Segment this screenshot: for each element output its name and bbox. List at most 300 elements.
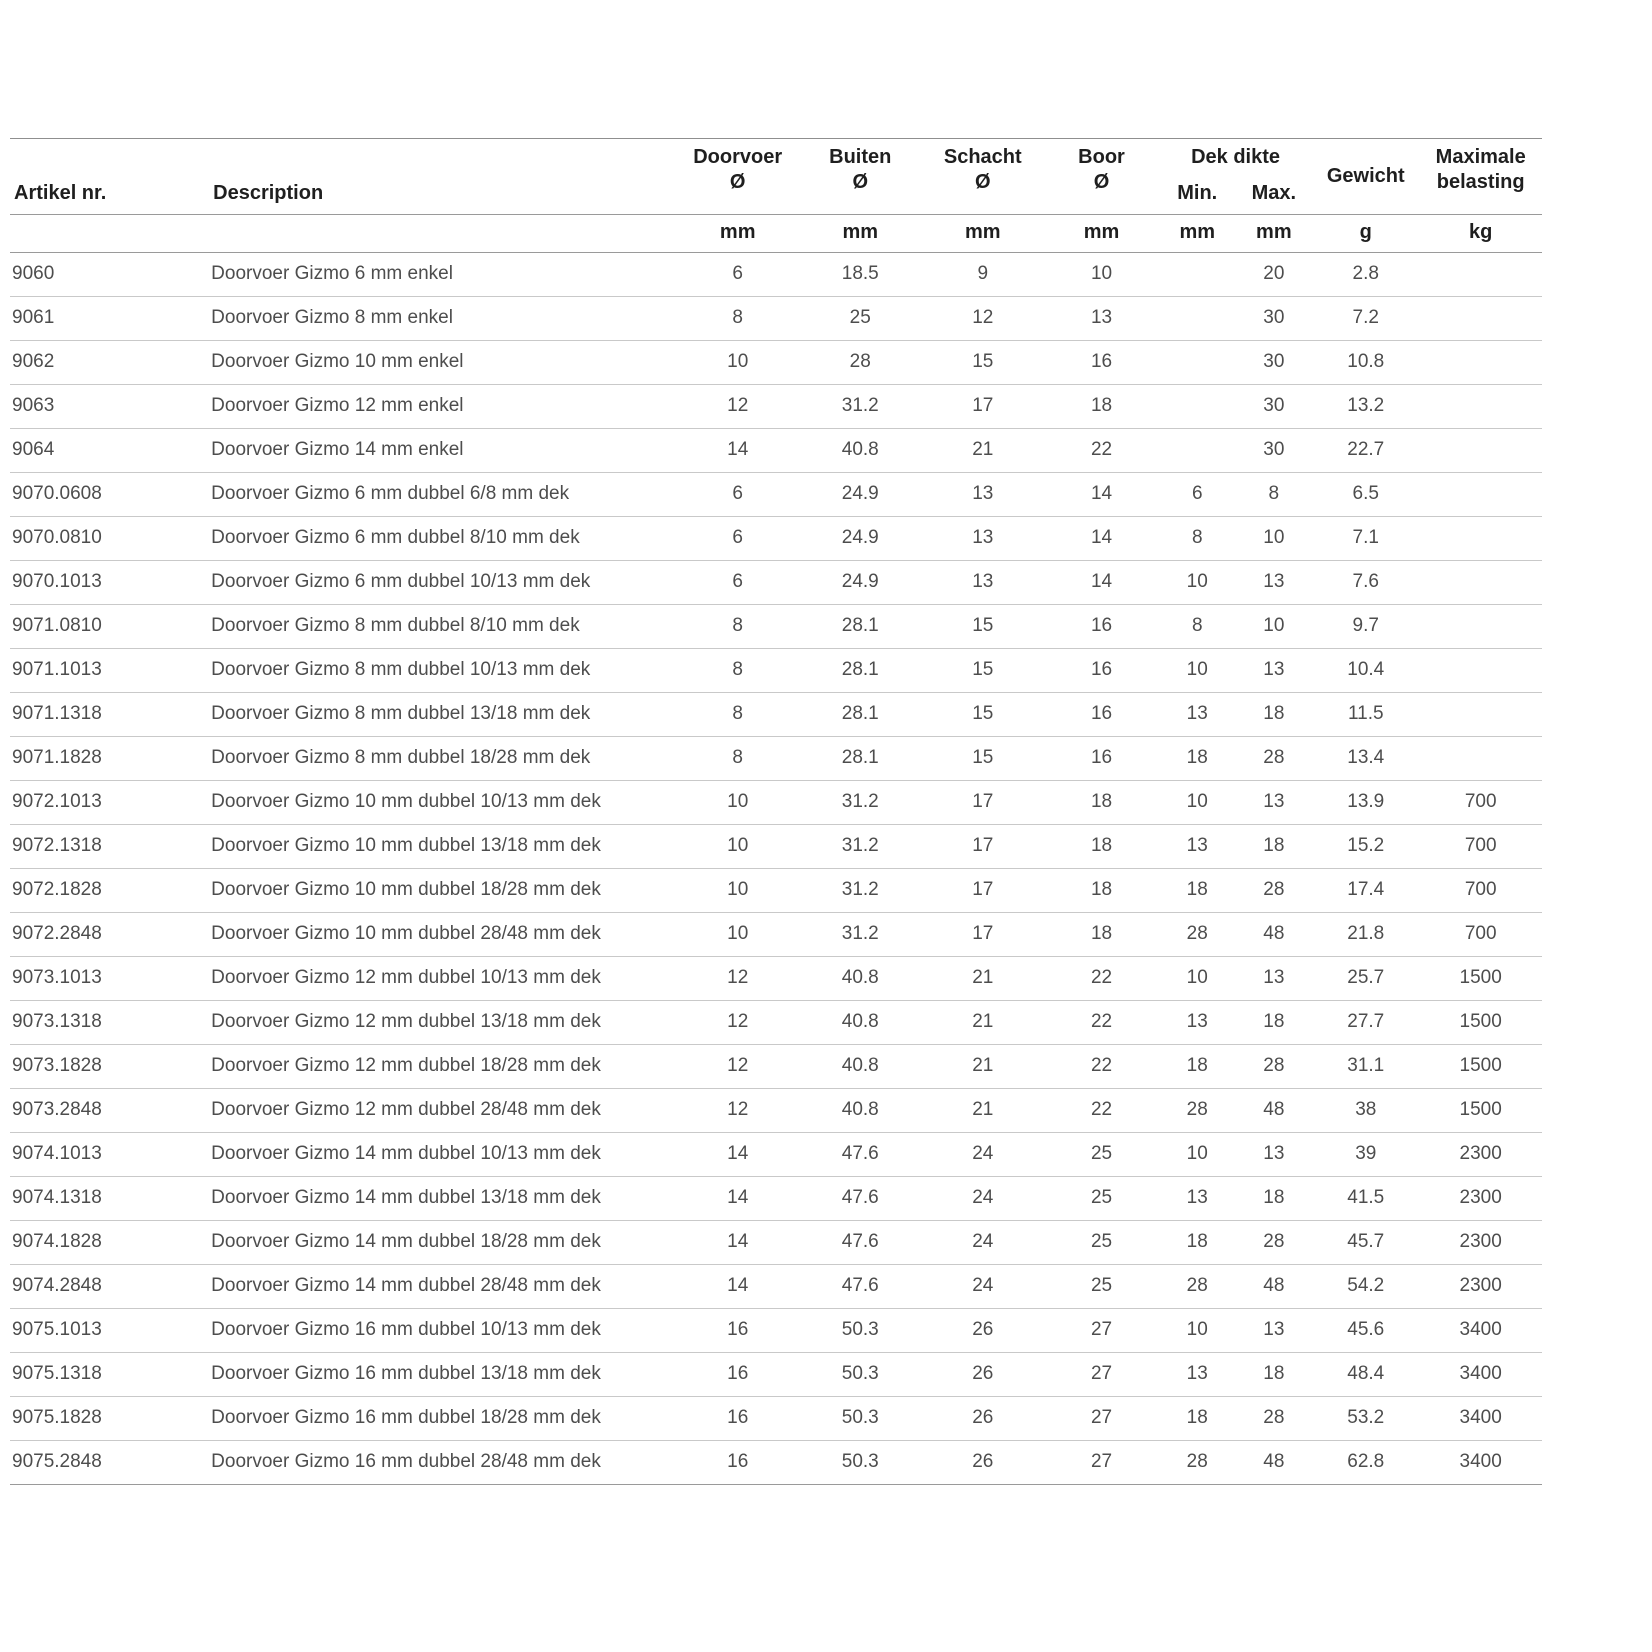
cell-buiten: 40.8: [799, 429, 922, 473]
cell-dek-max: 28: [1236, 737, 1313, 781]
cell-schacht: 17: [922, 781, 1045, 825]
cell-schacht: 24: [922, 1221, 1045, 1265]
cell-artikel: 9070.1013: [10, 561, 209, 605]
cell-doorvoer: 10: [676, 825, 799, 869]
cell-gewicht: 45.7: [1312, 1221, 1419, 1265]
cell-dek-max: 13: [1236, 781, 1313, 825]
table-row: [10, 1265, 1542, 1309]
cell-artikel: 9071.0810: [10, 605, 209, 649]
cell-dek-min: 10: [1159, 781, 1236, 825]
cell-max-belasting: 3400: [1419, 1309, 1542, 1353]
cell-dek-max: 18: [1236, 1177, 1313, 1221]
cell-schacht: 13: [922, 561, 1045, 605]
cell-artikel: 9070.0810: [10, 517, 209, 561]
cell-description: Doorvoer Gizmo 14 mm dubbel 13/18 mm dek: [209, 1177, 676, 1221]
unit-boor: mm: [1044, 215, 1159, 253]
cell-doorvoer: 8: [676, 737, 799, 781]
unit-buiten: mm: [799, 215, 922, 253]
cell-dek-min: 8: [1159, 517, 1236, 561]
cell-schacht: 13: [922, 473, 1045, 517]
table-row: [10, 1133, 1542, 1177]
unit-schacht: mm: [922, 215, 1045, 253]
cell-boor: 13: [1044, 297, 1159, 341]
cell-buiten: 40.8: [799, 1001, 922, 1045]
cell-gewicht: 45.6: [1312, 1309, 1419, 1353]
cell-doorvoer: 12: [676, 1001, 799, 1045]
cell-max-belasting: 2300: [1419, 1221, 1542, 1265]
cell-doorvoer: 6: [676, 517, 799, 561]
cell-description: Doorvoer Gizmo 16 mm dubbel 18/28 mm dek: [209, 1397, 676, 1441]
cell-gewicht: 10.4: [1312, 649, 1419, 693]
cell-schacht: 21: [922, 429, 1045, 473]
cell-doorvoer: 6: [676, 253, 799, 297]
cell-max-belasting: 1500: [1419, 957, 1542, 1001]
cell-artikel: 9075.1828: [10, 1397, 209, 1441]
cell-dek-min: 18: [1159, 1221, 1236, 1265]
cell-doorvoer: 6: [676, 561, 799, 605]
cell-gewicht: 13.2: [1312, 385, 1419, 429]
cell-gewicht: 39: [1312, 1133, 1419, 1177]
cell-doorvoer: 8: [676, 297, 799, 341]
table-row: [10, 693, 1542, 737]
col-header-gewicht: [1312, 139, 1419, 215]
cell-dek-max: 48: [1236, 913, 1313, 957]
table-row: [10, 649, 1542, 693]
cell-dek-min: 6: [1159, 473, 1236, 517]
cell-schacht: 12: [922, 297, 1045, 341]
cell-max-belasting: [1419, 341, 1542, 385]
cell-artikel: 9072.2848: [10, 913, 209, 957]
cell-schacht: 17: [922, 869, 1045, 913]
cell-buiten: 28: [799, 341, 922, 385]
cell-artikel: 9071.1828: [10, 737, 209, 781]
cell-schacht: 24: [922, 1177, 1045, 1221]
cell-artikel: 9071.1318: [10, 693, 209, 737]
cell-max-belasting: 2300: [1419, 1265, 1542, 1309]
table-row: [10, 1045, 1542, 1089]
cell-artikel: 9062: [10, 341, 209, 385]
cell-buiten: 50.3: [799, 1309, 922, 1353]
cell-artikel: 9072.1013: [10, 781, 209, 825]
cell-artikel: 9072.1318: [10, 825, 209, 869]
cell-boor: 18: [1044, 869, 1159, 913]
cell-gewicht: 7.1: [1312, 517, 1419, 561]
cell-description: Doorvoer Gizmo 14 mm dubbel 28/48 mm dek: [209, 1265, 676, 1309]
table-row: [10, 1089, 1542, 1133]
cell-artikel: 9064: [10, 429, 209, 473]
cell-gewicht: 38: [1312, 1089, 1419, 1133]
cell-doorvoer: 10: [676, 341, 799, 385]
col-header-artikel: [10, 139, 209, 215]
cell-buiten: 40.8: [799, 1089, 922, 1133]
cell-boor: 22: [1044, 1001, 1159, 1045]
header-units-row: [10, 215, 1542, 253]
cell-dek-max: 48: [1236, 1265, 1313, 1309]
cell-boor: 22: [1044, 1089, 1159, 1133]
cell-dek-min: 10: [1159, 957, 1236, 1001]
cell-doorvoer: 10: [676, 913, 799, 957]
cell-doorvoer: 12: [676, 1089, 799, 1133]
cell-description: Doorvoer Gizmo 10 mm dubbel 28/48 mm dek: [209, 913, 676, 957]
cell-gewicht: 15.2: [1312, 825, 1419, 869]
cell-boor: 10: [1044, 253, 1159, 297]
cell-max-belasting: 1500: [1419, 1089, 1542, 1133]
cell-dek-min: 18: [1159, 737, 1236, 781]
cell-max-belasting: [1419, 561, 1542, 605]
table-row: [10, 385, 1542, 429]
cell-doorvoer: 12: [676, 1045, 799, 1089]
cell-buiten: 47.6: [799, 1177, 922, 1221]
unit-dek-min: mm: [1159, 215, 1236, 253]
cell-gewicht: 53.2: [1312, 1397, 1419, 1441]
cell-artikel: 9072.1828: [10, 869, 209, 913]
cell-doorvoer: 8: [676, 649, 799, 693]
cell-dek-min: [1159, 429, 1236, 473]
cell-description: Doorvoer Gizmo 10 mm dubbel 18/28 mm dek: [209, 869, 676, 913]
cell-dek-min: 13: [1159, 1353, 1236, 1397]
cell-dek-min: 18: [1159, 869, 1236, 913]
cell-boor: 16: [1044, 649, 1159, 693]
cell-schacht: 26: [922, 1441, 1045, 1485]
cell-boor: 14: [1044, 473, 1159, 517]
cell-dek-max: 30: [1236, 385, 1313, 429]
cell-description: Doorvoer Gizmo 14 mm dubbel 18/28 mm dek: [209, 1221, 676, 1265]
cell-schacht: 15: [922, 693, 1045, 737]
cell-gewicht: 41.5: [1312, 1177, 1419, 1221]
cell-buiten: 50.3: [799, 1397, 922, 1441]
cell-schacht: 26: [922, 1397, 1045, 1441]
unit-description-blank: [209, 215, 676, 253]
boor-diameter-symbol: Ø: [1093, 171, 1110, 193]
cell-gewicht: 21.8: [1312, 913, 1419, 957]
cell-max-belasting: 3400: [1419, 1397, 1542, 1441]
cell-boor: 16: [1044, 737, 1159, 781]
cell-boor: 22: [1044, 957, 1159, 1001]
cell-boor: 14: [1044, 561, 1159, 605]
cell-gewicht: 13.4: [1312, 737, 1419, 781]
cell-schacht: 26: [922, 1353, 1045, 1397]
cell-doorvoer: 6: [676, 473, 799, 517]
cell-buiten: 28.1: [799, 605, 922, 649]
cell-dek-min: 13: [1159, 693, 1236, 737]
cell-max-belasting: [1419, 297, 1542, 341]
cell-buiten: 24.9: [799, 561, 922, 605]
unit-max-belasting: kg: [1419, 215, 1542, 253]
cell-max-belasting: 3400: [1419, 1441, 1542, 1485]
cell-dek-max: 28: [1236, 1397, 1313, 1441]
cell-dek-min: [1159, 253, 1236, 297]
cell-dek-min: [1159, 341, 1236, 385]
col-header-description-label: Description: [213, 182, 324, 204]
unit-doorvoer: mm: [676, 215, 799, 253]
cell-buiten: 47.6: [799, 1133, 922, 1177]
cell-dek-max: 13: [1236, 561, 1313, 605]
cell-description: Doorvoer Gizmo 12 mm dubbel 13/18 mm dek: [209, 1001, 676, 1045]
cell-description: Doorvoer Gizmo 6 mm dubbel 10/13 mm dek: [209, 561, 676, 605]
table-row: [10, 1353, 1542, 1397]
cell-max-belasting: [1419, 473, 1542, 517]
cell-max-belasting: [1419, 605, 1542, 649]
cell-dek-max: 20: [1236, 253, 1313, 297]
cell-boor: 18: [1044, 385, 1159, 429]
cell-schacht: 26: [922, 1309, 1045, 1353]
cell-schacht: 15: [922, 737, 1045, 781]
cell-buiten: 28.1: [799, 693, 922, 737]
cell-dek-max: 13: [1236, 649, 1313, 693]
cell-buiten: 31.2: [799, 781, 922, 825]
col-header-dek-max: [1236, 181, 1313, 215]
cell-buiten: 40.8: [799, 1045, 922, 1089]
cell-dek-max: 48: [1236, 1441, 1313, 1485]
cell-buiten: 28.1: [799, 649, 922, 693]
cell-description: Doorvoer Gizmo 14 mm enkel: [209, 429, 676, 473]
cell-dek-max: 48: [1236, 1089, 1313, 1133]
cell-schacht: 17: [922, 385, 1045, 429]
cell-buiten: 31.2: [799, 825, 922, 869]
col-header-artikel-label: Artikel nr.: [14, 182, 107, 204]
cell-buiten: 31.2: [799, 869, 922, 913]
cell-artikel: 9070.0608: [10, 473, 209, 517]
max-belasting-title-line1: Maximale: [1435, 146, 1526, 168]
cell-artikel: 9073.1013: [10, 957, 209, 1001]
cell-boor: 14: [1044, 517, 1159, 561]
cell-buiten: 31.2: [799, 913, 922, 957]
cell-buiten: 40.8: [799, 957, 922, 1001]
cell-doorvoer: 14: [676, 1265, 799, 1309]
schacht-diameter-symbol: Ø: [975, 171, 991, 193]
cell-max-belasting: [1419, 693, 1542, 737]
cell-artikel: 9074.1828: [10, 1221, 209, 1265]
buiten-diameter-symbol: Ø: [852, 171, 869, 193]
cell-gewicht: 25.7: [1312, 957, 1419, 1001]
doorvoer-diameter-symbol: Ø: [729, 171, 746, 193]
table-row: [10, 1177, 1542, 1221]
cell-schacht: 13: [922, 517, 1045, 561]
cell-dek-min: 13: [1159, 1001, 1236, 1045]
col-header-buiten: [799, 139, 922, 215]
cell-artikel: 9073.1828: [10, 1045, 209, 1089]
cell-dek-max: 13: [1236, 1309, 1313, 1353]
cell-boor: 27: [1044, 1397, 1159, 1441]
cell-gewicht: 27.7: [1312, 1001, 1419, 1045]
cell-boor: 18: [1044, 825, 1159, 869]
cell-dek-min: [1159, 297, 1236, 341]
buiten-title: Buiten: [829, 146, 892, 168]
cell-dek-min: 18: [1159, 1397, 1236, 1441]
col-header-doorvoer: [676, 139, 799, 215]
cell-dek-max: 8: [1236, 473, 1313, 517]
cell-gewicht: 9.7: [1312, 605, 1419, 649]
cell-boor: 25: [1044, 1177, 1159, 1221]
cell-description: Doorvoer Gizmo 8 mm dubbel 8/10 mm dek: [209, 605, 676, 649]
cell-schacht: 21: [922, 1089, 1045, 1133]
col-header-dekdikte: [1159, 139, 1312, 181]
cell-max-belasting: [1419, 737, 1542, 781]
cell-dek-min: 13: [1159, 825, 1236, 869]
cell-dek-max: 18: [1236, 1353, 1313, 1397]
cell-boor: 27: [1044, 1353, 1159, 1397]
cell-gewicht: 62.8: [1312, 1441, 1419, 1485]
cell-max-belasting: 3400: [1419, 1353, 1542, 1397]
table-row: [10, 737, 1542, 781]
cell-doorvoer: 14: [676, 429, 799, 473]
cell-doorvoer: 16: [676, 1309, 799, 1353]
cell-doorvoer: 14: [676, 1221, 799, 1265]
table-row: [10, 957, 1542, 1001]
cell-dek-max: 30: [1236, 297, 1313, 341]
unit-gewicht: g: [1312, 215, 1419, 253]
table-row: [10, 473, 1542, 517]
cell-schacht: 17: [922, 913, 1045, 957]
cell-dek-max: 13: [1236, 957, 1313, 1001]
cell-buiten: 50.3: [799, 1441, 922, 1485]
cell-max-belasting: [1419, 253, 1542, 297]
cell-description: Doorvoer Gizmo 12 mm dubbel 10/13 mm dek: [209, 957, 676, 1001]
cell-boor: 16: [1044, 341, 1159, 385]
cell-description: Doorvoer Gizmo 10 mm enkel: [209, 341, 676, 385]
cell-description: Doorvoer Gizmo 6 mm dubbel 6/8 mm dek: [209, 473, 676, 517]
cell-artikel: 9060: [10, 253, 209, 297]
col-header-schacht: [922, 139, 1045, 215]
cell-dek-min: 13: [1159, 1177, 1236, 1221]
table-row: [10, 1441, 1542, 1485]
cell-doorvoer: 8: [676, 605, 799, 649]
cell-dek-min: [1159, 385, 1236, 429]
cell-boor: 27: [1044, 1441, 1159, 1485]
cell-max-belasting: 1500: [1419, 1001, 1542, 1045]
table-row: [10, 913, 1542, 957]
cell-buiten: 24.9: [799, 473, 922, 517]
cell-boor: 25: [1044, 1133, 1159, 1177]
cell-boor: 16: [1044, 605, 1159, 649]
cell-doorvoer: 14: [676, 1133, 799, 1177]
dek-min-label: Min.: [1177, 181, 1218, 204]
cell-dek-min: 10: [1159, 561, 1236, 605]
cell-schacht: 17: [922, 825, 1045, 869]
cell-gewicht: 22.7: [1312, 429, 1419, 473]
cell-max-belasting: 2300: [1419, 1177, 1542, 1221]
table-row: [10, 341, 1542, 385]
table-header: [10, 139, 1542, 253]
cell-dek-max: 13: [1236, 1133, 1313, 1177]
cell-gewicht: 54.2: [1312, 1265, 1419, 1309]
table-row: [10, 253, 1542, 297]
header-title-row: [10, 139, 1542, 181]
cell-doorvoer: 16: [676, 1397, 799, 1441]
cell-doorvoer: 14: [676, 1177, 799, 1221]
cell-max-belasting: 2300: [1419, 1133, 1542, 1177]
cell-description: Doorvoer Gizmo 10 mm dubbel 10/13 mm dek: [209, 781, 676, 825]
cell-boor: 18: [1044, 781, 1159, 825]
cell-dek-max: 10: [1236, 605, 1313, 649]
cell-max-belasting: [1419, 517, 1542, 561]
cell-boor: 25: [1044, 1265, 1159, 1309]
cell-gewicht: 11.5: [1312, 693, 1419, 737]
cell-max-belasting: 1500: [1419, 1045, 1542, 1089]
cell-doorvoer: 12: [676, 957, 799, 1001]
cell-schacht: 21: [922, 957, 1045, 1001]
table-row: [10, 1397, 1542, 1441]
cell-max-belasting: 700: [1419, 913, 1542, 957]
cell-doorvoer: 16: [676, 1353, 799, 1397]
cell-dek-min: 28: [1159, 1441, 1236, 1485]
cell-dek-min: 10: [1159, 1133, 1236, 1177]
cell-schacht: 15: [922, 649, 1045, 693]
cell-dek-max: 28: [1236, 869, 1313, 913]
cell-max-belasting: 700: [1419, 825, 1542, 869]
cell-buiten: 31.2: [799, 385, 922, 429]
cell-schacht: 9: [922, 253, 1045, 297]
cell-dek-min: 28: [1159, 913, 1236, 957]
table-row: [10, 561, 1542, 605]
max-belasting-title-line2: belasting: [1436, 171, 1525, 193]
cell-schacht: 15: [922, 605, 1045, 649]
cell-dek-max: 28: [1236, 1045, 1313, 1089]
table-row: [10, 781, 1542, 825]
cell-buiten: 28.1: [799, 737, 922, 781]
spec-table: [10, 138, 1542, 1485]
gewicht-title: Gewicht: [1326, 165, 1405, 187]
cell-doorvoer: 12: [676, 385, 799, 429]
cell-doorvoer: 10: [676, 869, 799, 913]
cell-dek-min: 8: [1159, 605, 1236, 649]
cell-dek-max: 18: [1236, 825, 1313, 869]
cell-boor: 18: [1044, 913, 1159, 957]
cell-dek-max: 30: [1236, 341, 1313, 385]
cell-max-belasting: [1419, 649, 1542, 693]
cell-gewicht: 7.2: [1312, 297, 1419, 341]
cell-artikel: 9075.1013: [10, 1309, 209, 1353]
cell-schacht: 21: [922, 1001, 1045, 1045]
cell-buiten: 25: [799, 297, 922, 341]
dek-max-label: Max.: [1251, 181, 1297, 204]
cell-dek-max: 10: [1236, 517, 1313, 561]
cell-artikel: 9073.2848: [10, 1089, 209, 1133]
cell-gewicht: 10.8: [1312, 341, 1419, 385]
cell-description: Doorvoer Gizmo 8 mm enkel: [209, 297, 676, 341]
table-row: [10, 297, 1542, 341]
cell-max-belasting: 700: [1419, 781, 1542, 825]
cell-description: Doorvoer Gizmo 12 mm dubbel 28/48 mm dek: [209, 1089, 676, 1133]
table-row: [10, 1001, 1542, 1045]
cell-boor: 16: [1044, 693, 1159, 737]
cell-dek-min: 28: [1159, 1089, 1236, 1133]
cell-schacht: 24: [922, 1133, 1045, 1177]
cell-description: Doorvoer Gizmo 8 mm dubbel 10/13 mm dek: [209, 649, 676, 693]
cell-schacht: 24: [922, 1265, 1045, 1309]
cell-schacht: 21: [922, 1045, 1045, 1089]
cell-gewicht: 2.8: [1312, 253, 1419, 297]
cell-dek-max: 28: [1236, 1221, 1313, 1265]
table-row: [10, 1309, 1542, 1353]
col-header-max-belasting: [1419, 139, 1542, 215]
cell-doorvoer: 16: [676, 1441, 799, 1485]
cell-dek-min: 28: [1159, 1265, 1236, 1309]
cell-max-belasting: [1419, 429, 1542, 473]
cell-dek-min: 18: [1159, 1045, 1236, 1089]
table-row: [10, 605, 1542, 649]
cell-max-belasting: 700: [1419, 869, 1542, 913]
cell-boor: 27: [1044, 1309, 1159, 1353]
cell-artikel: 9074.2848: [10, 1265, 209, 1309]
unit-dek-max: mm: [1236, 215, 1313, 253]
col-header-description: [209, 139, 676, 215]
cell-gewicht: 6.5: [1312, 473, 1419, 517]
dekdikte-title: Dek dikte: [1191, 146, 1281, 168]
cell-artikel: 9071.1013: [10, 649, 209, 693]
cell-description: Doorvoer Gizmo 16 mm dubbel 10/13 mm dek: [209, 1309, 676, 1353]
cell-gewicht: 17.4: [1312, 869, 1419, 913]
